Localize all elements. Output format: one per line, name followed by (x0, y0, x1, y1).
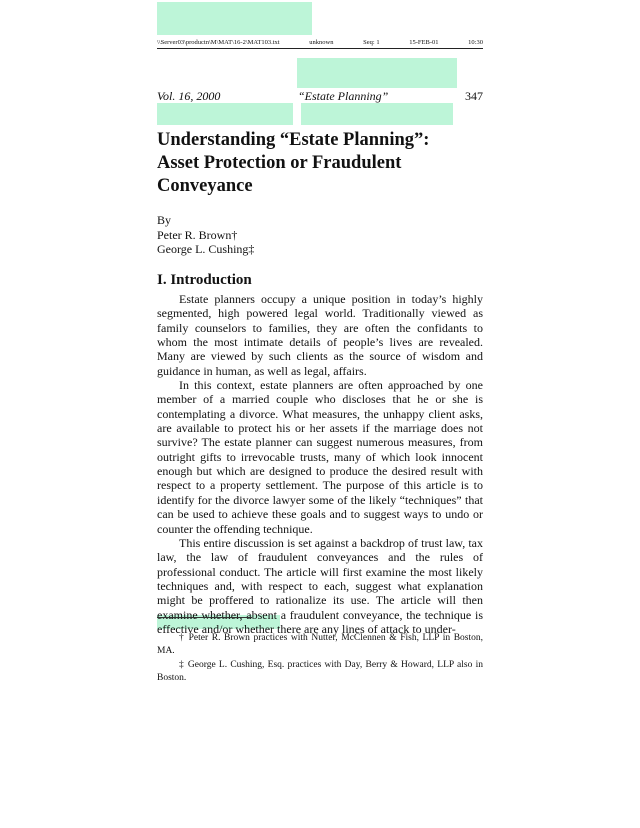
highlight-block-journal-bottom (301, 103, 453, 125)
slug-date: 15-FEB-01 (409, 39, 439, 46)
slug-path: \\Server03\productn\M\MAT\16-2\MAT103.txt (157, 39, 280, 46)
slug-seq: Seq: 1 (363, 39, 380, 46)
title-line: Asset Protection or Fraudulent (157, 153, 402, 173)
title-line: Conveyance (157, 176, 253, 196)
highlight-block-volume (157, 103, 293, 125)
highlight-block-journal-top (297, 58, 457, 88)
volume-label: Vol. 16, 2000 (157, 89, 221, 103)
running-head (157, 89, 483, 105)
slug-time: 10:30 (468, 39, 483, 46)
footnotes (157, 632, 483, 687)
title-line: Understanding “Estate Planning”: (157, 130, 430, 150)
paragraph: In this context, estate planners are often approached by one member of a married couple who discloses that he or she is contemplating a divorce. What measures, the unhappy client asks, are available to protect his or her assets if the marriage does not survive? The estate planner can suggest numerous measures, from outright gifts to irrevocable trusts, many of which look innocent enough but which are designed to produce the desired result with respect to a property settlement. The purpose of this article is to identify for the divorce lawyer some of the likely “techniques” that can be used to achieve these goals and to suggest ways to undo or counter the offending technique. (157, 378, 483, 536)
author-block (157, 213, 254, 257)
footnote: † Peter R. Brown practices with Nutter, McClennen & Fish, LLP in Boston, MA. (157, 633, 483, 656)
body-text (157, 292, 483, 636)
footnote-rule (157, 617, 252, 618)
article-title (157, 129, 483, 198)
slug-status: unknown (309, 39, 334, 46)
paragraph: Estate planners occupy a unique position in today’s highly segmented, high powered legal world. Traditionally viewed as family counselors to families, they are often the confidants to whom the most intimate details of people’s lives are revealed. Many are viewed by such clients as the source of wisdom and guidance in human, as well as legal, affairs. (157, 292, 483, 378)
paragraph: This entire discussion is set against a backdrop of trust law, tax law, the law of fraudulent conveyances and the rules of professional conduct. The article will first examine the most likely techniques and, with respect to each, suggest what explanation might be proffered to rationalize its use. The article will then examine whether, absent a fraudulent conveyance, the technique is effective and/or whether there are any lines of attack to under- (157, 535, 483, 636)
page-number: 347 (465, 89, 483, 103)
by-label: By (157, 213, 172, 227)
highlight-block-top (157, 2, 312, 35)
footnote: ‡ George L. Cushing, Esq. practices with Day, Berry & Howard, LLP also in Boston. (157, 660, 483, 684)
author-name: George L. Cushing‡ (157, 242, 255, 256)
author-name: Peter R. Brown† (157, 227, 238, 242)
journal-title: “Estate Planning” (298, 89, 389, 103)
typesetting-slug (157, 38, 483, 49)
section-heading: I. Introduction (157, 272, 252, 288)
